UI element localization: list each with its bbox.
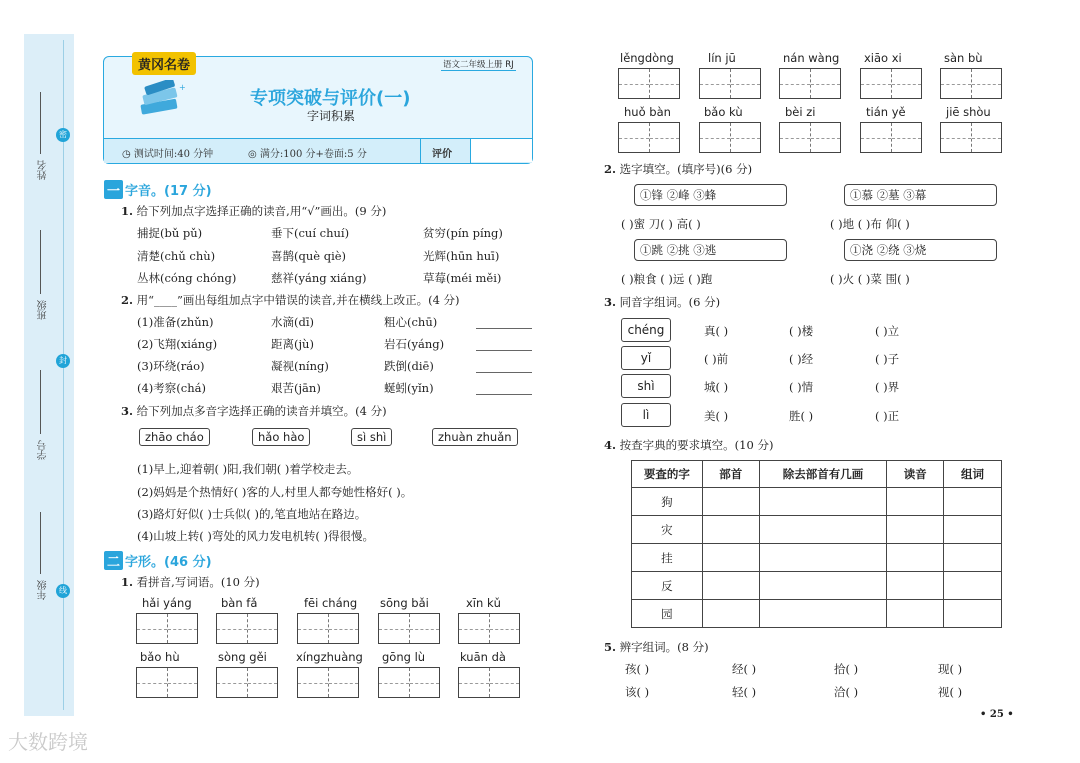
pinyin-prompt: sōng bǎi (380, 596, 429, 610)
seal-dot-xian: 线 (56, 584, 70, 598)
answer-cell[interactable] (887, 516, 944, 544)
homophone-blank[interactable]: ( )楼 (789, 324, 814, 338)
s1-q2-item[interactable]: 岩石(yáng) (384, 337, 445, 351)
name-line (40, 92, 41, 154)
homophone-pinyin: lì (621, 403, 671, 427)
homophone-pinyin: yǐ (621, 346, 671, 370)
books-icon (137, 80, 187, 120)
eval-box[interactable] (471, 139, 532, 162)
s2-q3-prompt (604, 294, 720, 310)
char-options-box (844, 239, 997, 261)
s2-q5-text: 辨字组词。(8 分) (619, 640, 709, 654)
s1-q2-item[interactable]: 蜒蚓(yǐn) (384, 381, 434, 395)
eval-label: 评价 (432, 149, 452, 160)
brand-logo: 黄冈名卷 (132, 52, 196, 75)
homophone-blank[interactable]: 美( ) (704, 409, 729, 423)
answer-cell[interactable] (702, 488, 759, 516)
char-options: ①慕 ②墓 ③幕 (850, 188, 927, 202)
answer-cell[interactable] (702, 600, 759, 628)
col-header: 组词 (944, 461, 1002, 488)
pinyin-option-box: hǎo hào (252, 428, 310, 446)
s1-q2-item[interactable]: (1)准备(zhǔn) (137, 315, 214, 329)
section-2-heading (104, 551, 212, 570)
s1-q2-item[interactable]: (2)飞翔(xiáng) (137, 337, 218, 351)
writing-grid[interactable] (618, 68, 680, 99)
s2-q4-text: 按查字典的要求填空。(10 分) (619, 438, 774, 452)
pinyin-prompt: lín jū (708, 51, 736, 65)
answer-cell[interactable] (759, 572, 887, 600)
page-number: • 25 • (980, 709, 1014, 720)
s1-q2-item[interactable]: (4)考察(chá) (137, 381, 206, 395)
pinyin-prompt: jiē shòu (946, 105, 991, 119)
char-options-box (634, 184, 787, 206)
writing-grid[interactable] (458, 667, 520, 698)
pinyin-prompt: tián yě (866, 105, 906, 119)
answer-line[interactable] (476, 328, 532, 329)
answer-cell[interactable] (759, 544, 887, 572)
pinyin-prompt: xiāo xi (864, 51, 902, 65)
pinyin-prompt: xíngzhuàng (296, 650, 363, 664)
pair-word[interactable]: 拾( ) (834, 662, 859, 676)
pinyin-prompt: sàn bù (944, 51, 983, 65)
writing-grid[interactable] (136, 667, 198, 698)
lookup-char: 挂 (632, 544, 703, 572)
section-2-title: 字形。(46 分) (125, 555, 212, 570)
table-row (632, 488, 1002, 516)
answer-cell[interactable] (887, 488, 944, 516)
homophone-pinyin: chéng (621, 318, 671, 342)
s1-q2-item[interactable]: 凝视(níng) (271, 359, 329, 373)
writing-grid[interactable] (216, 613, 278, 644)
writing-grid[interactable] (458, 613, 520, 644)
pinyin-prompt: xīn kǔ (466, 596, 501, 610)
answer-cell[interactable] (887, 544, 944, 572)
writing-grid[interactable] (860, 68, 922, 99)
pinyin-prompt: bǎo hù (140, 650, 180, 664)
writing-grid[interactable] (378, 613, 440, 644)
s2-q5-number: 5. (604, 640, 617, 654)
s1-q2-item[interactable]: 艰苦(jān) (271, 381, 321, 395)
fill-blank-row[interactable]: ( )粮食 ( )远 ( )跑 (621, 272, 713, 286)
svg-text:+: + (179, 83, 186, 92)
s1-q1-item[interactable]: 喜鹊(què qiè) (271, 249, 347, 263)
s1-q1-text: 给下列加点字选择正确的读音,用“√”画出。(9 分) (136, 204, 387, 218)
homophone-blank[interactable]: 真( ) (704, 324, 729, 338)
s2-q1-number: 1. (121, 575, 134, 589)
char-options-box (844, 184, 997, 206)
answer-cell[interactable] (702, 544, 759, 572)
table-row (632, 600, 1002, 628)
writing-grid[interactable] (216, 667, 278, 698)
seal-dot-feng: 封 (56, 354, 70, 368)
pinyin-prompt: bèi zi (785, 105, 816, 119)
col-header: 读音 (887, 461, 944, 488)
s1-q2-number: 2. (121, 293, 134, 307)
homophone-blank[interactable]: ( )立 (875, 324, 900, 338)
homophone-blank[interactable]: ( )情 (789, 380, 814, 394)
writing-grid[interactable] (297, 613, 359, 644)
s1-q1-item[interactable]: 丛林(cóng chóng) (137, 271, 237, 285)
answer-cell[interactable] (944, 544, 1002, 572)
answer-cell[interactable] (759, 600, 887, 628)
pinyin-option-box: zhāo cháo (139, 428, 210, 446)
homophone-blank[interactable]: ( )前 (704, 352, 729, 366)
writing-grid[interactable] (378, 667, 440, 698)
answer-cell[interactable] (887, 572, 944, 600)
s1-q3-sentence[interactable]: (2)妈妈是个热情好( )客的人,村里人都夸她性格好( )。 (137, 485, 413, 499)
col-header: 部首 (702, 461, 759, 488)
homophone-blank[interactable]: 城( ) (704, 380, 729, 394)
lookup-char: 狗 (632, 488, 703, 516)
score-info (248, 145, 367, 160)
pinyin-option-box: zhuàn zhuǎn (432, 428, 518, 446)
pinyin-option-box: sì shì (351, 428, 392, 446)
watermark: 大数跨境 (8, 730, 88, 754)
homophone-blank[interactable]: ( )正 (875, 409, 900, 423)
char-options: ①锋 ②峰 ③蜂 (640, 188, 717, 202)
writing-grid[interactable] (699, 122, 761, 153)
section-1-heading (104, 180, 212, 199)
char-options: ①浇 ②绕 ③烧 (850, 243, 927, 257)
pinyin-prompt: bàn fǎ (221, 596, 258, 610)
score-text: 满分:100 分+卷面:5 分 (259, 149, 367, 160)
answer-cell[interactable] (944, 516, 1002, 544)
s2-q4-number: 4. (604, 438, 617, 452)
pair-word[interactable]: 孩( ) (625, 662, 650, 676)
s1-q1-item[interactable]: 草莓(méi měi) (423, 271, 502, 285)
fill-blank-row[interactable]: ( )火 ( )菜 围( ) (830, 272, 910, 286)
pinyin-prompt: gōng lù (382, 650, 426, 664)
answer-line[interactable] (476, 372, 532, 373)
homophone-blank[interactable]: 胜( ) (789, 409, 814, 423)
homophone-blank[interactable]: ( )经 (789, 352, 814, 366)
answer-line[interactable] (476, 350, 532, 351)
table-header-row (632, 461, 1002, 488)
class-label: 班级 (38, 300, 49, 320)
s2-q5-prompt (604, 639, 709, 655)
homophone-blank[interactable]: ( )子 (875, 352, 900, 366)
clock-icon: ◷ (122, 149, 134, 160)
section-2-tag: 二 (104, 551, 123, 570)
answer-cell[interactable] (702, 516, 759, 544)
answer-cell[interactable] (944, 572, 1002, 600)
answer-cell[interactable] (887, 600, 944, 628)
s1-q1-item[interactable]: 捕捉(bǔ pǔ) (137, 226, 203, 240)
meta-divider (420, 138, 421, 163)
section-1-title: 字音。(17 分) (125, 184, 212, 199)
table-row (632, 544, 1002, 572)
writing-grid[interactable] (699, 68, 761, 99)
s2-q4-prompt (604, 437, 773, 453)
s1-q3-text: 给下列加点多音字选择正确的读音并填空。(4 分) (136, 404, 387, 418)
fill-blank-row[interactable]: ( )地 ( )布 仰( ) (830, 217, 910, 231)
char-options: ①跳 ②挑 ③逃 (640, 243, 717, 257)
s1-q2-item[interactable]: (3)环绕(ráo) (137, 359, 205, 373)
s1-q1-prompt (121, 203, 386, 219)
s1-q1-item[interactable]: 光辉(hūn huī) (423, 249, 500, 263)
lookup-char: 灾 (632, 516, 703, 544)
s1-q1-item[interactable]: 慈祥(yáng xiáng) (271, 271, 367, 285)
class-line (40, 230, 41, 294)
grade-tag: 语文二年级上册 RJ (443, 60, 514, 70)
page-subtitle: 字词积累 (307, 109, 356, 123)
pair-word[interactable]: 轻( ) (732, 685, 757, 699)
pinyin-prompt: kuān dà (460, 650, 506, 664)
table-row (632, 572, 1002, 600)
s1-q2-text: 用“____”画出每组加点字中错误的读音,并在横线上改正。(4 分) (136, 293, 460, 307)
name-label: 姓名 (38, 160, 49, 180)
grade-line (40, 512, 41, 574)
s1-q3-sentence[interactable]: (1)早上,迎着朝( )阳,我们朝( )着学校走去。 (137, 462, 359, 476)
pinyin-prompt: hǎi yáng (142, 596, 192, 610)
s2-q2-text: 选字填空。(填序号)(6 分) (619, 162, 753, 176)
fill-blank-row[interactable]: ( )蜜 刀( ) 高( ) (621, 217, 701, 231)
s1-q2-item[interactable]: 水滴(dī) (271, 315, 315, 329)
lookup-char: 园 (632, 600, 703, 628)
pair-word[interactable]: 现( ) (938, 662, 963, 676)
homophone-blank[interactable]: ( )界 (875, 380, 900, 394)
pinyin-prompt: huǒ bàn (624, 105, 671, 119)
grade-label: 年级 (38, 580, 49, 600)
pinyin-prompt: bǎo kù (704, 105, 743, 119)
page-title: 专项突破与评价(一) (250, 88, 411, 109)
writing-grid[interactable] (136, 613, 198, 644)
char-options-box (634, 239, 787, 261)
student-id-label: 学号 (38, 440, 49, 460)
pair-word[interactable]: 经( ) (732, 662, 757, 676)
writing-grid[interactable] (940, 122, 1002, 153)
pair-word[interactable]: 该( ) (625, 685, 650, 699)
s1-q1-item[interactable]: 贫穷(pín píng) (423, 226, 503, 240)
table-row (632, 516, 1002, 544)
pair-word[interactable]: 视( ) (938, 685, 963, 699)
s1-q3-number: 3. (121, 404, 134, 418)
s1-q2-prompt (121, 292, 460, 308)
time-text: 测试时间:40 分钟 (133, 149, 214, 160)
writing-grid[interactable] (297, 667, 359, 698)
s2-q1-prompt (121, 574, 260, 590)
writing-grid[interactable] (779, 122, 841, 153)
s1-q3-sentence[interactable]: (4)山坡上转( )弯处的风力发电机转( )得很慢。 (137, 529, 375, 543)
lookup-char: 反 (632, 572, 703, 600)
s2-q1-text: 看拼音,写词语。(10 分) (136, 575, 260, 589)
time-info (122, 145, 213, 160)
pinyin-prompt: sòng gěi (218, 650, 267, 664)
writing-grid[interactable] (779, 68, 841, 99)
check-icon: ◎ (248, 149, 260, 160)
pinyin-prompt: fēi cháng (304, 596, 358, 610)
student-id-line (40, 370, 41, 434)
writing-grid[interactable] (860, 122, 922, 153)
s2-q3-number: 3. (604, 295, 617, 309)
dictionary-table (631, 460, 1002, 628)
col-header: 除去部首有几画 (759, 461, 887, 488)
seal-dot-mi: 密 (56, 128, 70, 142)
s1-q2-item[interactable]: 粗心(chū) (384, 315, 438, 329)
writing-grid[interactable] (940, 68, 1002, 99)
s1-q3-prompt (121, 403, 387, 419)
s2-q2-prompt (604, 161, 752, 177)
s1-q1-item[interactable]: 清楚(chǔ chù) (137, 249, 216, 263)
s1-q1-item[interactable]: 垂下(cuí chuí) (271, 226, 350, 240)
col-header: 要查的字 (632, 461, 703, 488)
pair-word[interactable]: 洽( ) (834, 685, 859, 699)
answer-cell[interactable] (759, 488, 887, 516)
s1-q2-item[interactable]: 跌倒(diē) (384, 359, 434, 373)
s2-q2-number: 2. (604, 162, 617, 176)
s1-q1-number: 1. (121, 204, 134, 218)
answer-cell[interactable] (702, 572, 759, 600)
homophone-pinyin: shì (621, 374, 671, 398)
pinyin-prompt: lěngdòng (620, 51, 674, 65)
s1-q2-item[interactable]: 距离(jù) (271, 337, 314, 351)
writing-grid[interactable] (618, 122, 680, 153)
section-1-tag: 一 (104, 180, 123, 199)
s2-q3-text: 同音字组词。(6 分) (619, 295, 721, 309)
answer-cell[interactable] (759, 516, 887, 544)
pinyin-prompt: nán wàng (783, 51, 840, 65)
s1-q3-sentence[interactable]: (3)路灯好似( )士兵似( )的,笔直地站在路边。 (137, 507, 367, 521)
answer-cell[interactable] (944, 488, 1002, 516)
answer-cell[interactable] (944, 600, 1002, 628)
answer-line[interactable] (476, 394, 532, 395)
